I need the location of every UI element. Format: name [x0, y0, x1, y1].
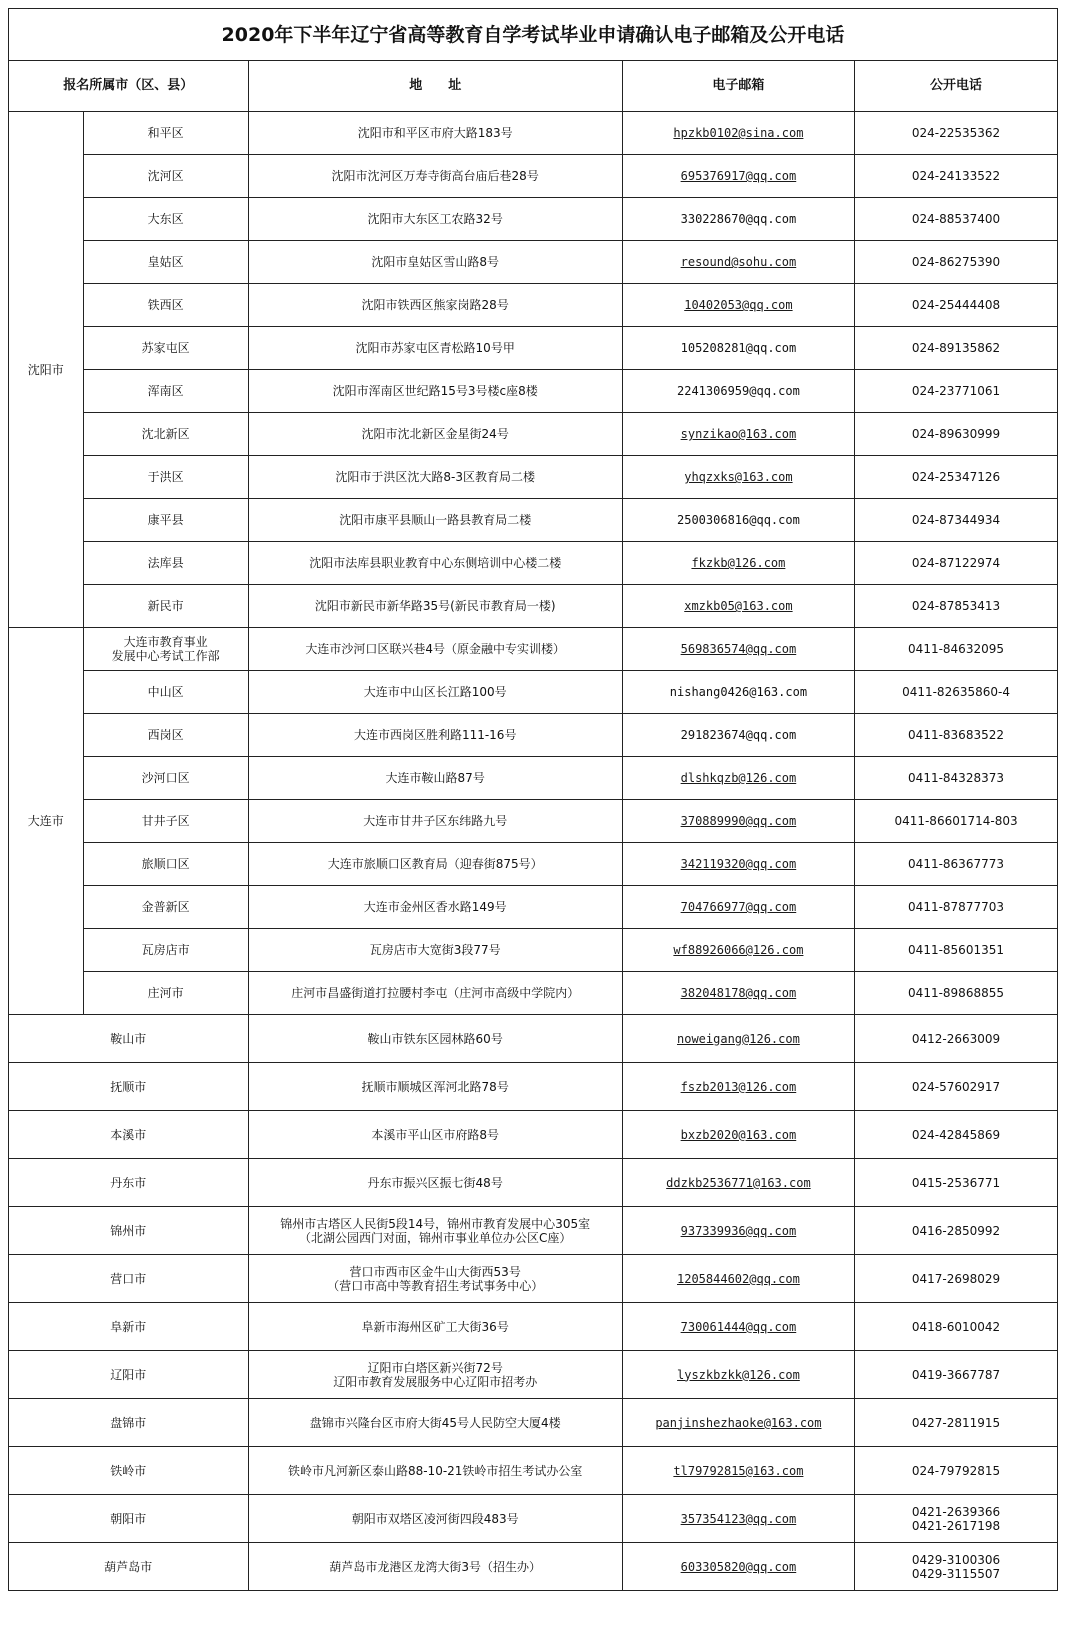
phone-line-1: 024-57602917: [911, 1079, 1001, 1094]
table-row: [9, 1495, 1058, 1543]
email-link[interactable]: bxzb2020@163.com: [622, 1111, 854, 1159]
address-cell: 庄河市昌盛街道打拉腰村李屯（庄河市高级中学院内）: [248, 972, 622, 1015]
address-line-1: 抚顺市顺城区浑河北路78号: [361, 1079, 509, 1094]
email-link[interactable]: 342119320@qq.com: [622, 843, 854, 886]
address-cell: [248, 1303, 622, 1351]
address-line-1: 铁岭市凡河新区泰山路88-10-21铁岭市招生考试办公室: [287, 1463, 583, 1478]
phone-cell: 0411-85601351: [855, 929, 1058, 972]
city-cell-shenyang: 沈阳市: [9, 112, 84, 628]
table-row: [9, 714, 1058, 757]
table-row: [9, 1159, 1058, 1207]
header-address: 地 址: [248, 61, 622, 112]
district-cell: 旅顺口区: [83, 843, 248, 886]
address-line-1: 辽阳市白塔区新兴街72号: [367, 1360, 503, 1375]
district-cell: 苏家屯区: [83, 327, 248, 370]
phone-cell: 0411-89868855: [855, 972, 1058, 1015]
phone-cell: 024-87344934: [855, 499, 1058, 542]
phone-cell: 0411-83683522: [855, 714, 1058, 757]
table-row: [9, 972, 1058, 1015]
address-line-1: 本溪市平山区市府路8号: [371, 1127, 500, 1142]
city-cell: 朝阳市: [9, 1495, 249, 1543]
phone-cell: 024-24133522: [855, 155, 1058, 198]
address-cell: [248, 1015, 622, 1063]
table-row: [9, 843, 1058, 886]
phone-cell: [855, 1111, 1058, 1159]
table-row: [9, 198, 1058, 241]
table-row: [9, 1447, 1058, 1495]
phone-cell: 024-25347126: [855, 456, 1058, 499]
header-email: 电子邮箱: [622, 61, 854, 112]
district-cell: 中山区: [83, 671, 248, 714]
district-cell: 沙河口区: [83, 757, 248, 800]
address-line-1: 锦州市古塔区人民街5段14号，锦州市教育发展中心305室: [280, 1216, 591, 1231]
table-row: [9, 499, 1058, 542]
email-link[interactable]: 370889990@qq.com: [622, 800, 854, 843]
address-line-2: （北湖公园西门对面，锦州市事业单位办公区C座）: [299, 1230, 572, 1245]
email-link[interactable]: 569836574@qq.com: [622, 628, 854, 671]
address-line-1: 丹东市振兴区振七街48号: [367, 1175, 503, 1190]
address-cell: 沈阳市法库县职业教育中心东侧培训中心楼二楼: [248, 542, 622, 585]
phone-cell: 0411-84632095: [855, 628, 1058, 671]
district-cell: 皇姑区: [83, 241, 248, 284]
district-cell: 西岗区: [83, 714, 248, 757]
address-cell: 大连市甘井子区东纬路九号: [248, 800, 622, 843]
table-row: [9, 241, 1058, 284]
email-text: 2500306816@qq.com: [622, 499, 854, 542]
address-cell: 沈阳市铁西区熊家岗路28号: [248, 284, 622, 327]
phone-cell: 0411-84328373: [855, 757, 1058, 800]
email-text: 105208281@qq.com: [622, 327, 854, 370]
phone-cell: [855, 1399, 1058, 1447]
table-row: [9, 1543, 1058, 1591]
district-cell: 铁西区: [83, 284, 248, 327]
city-cell: 辽阳市: [9, 1351, 249, 1399]
email-link[interactable]: wf88926066@126.com: [622, 929, 854, 972]
city-cell-dalian: 大连市: [9, 628, 84, 1015]
phone-line-1: 0421-2639366: [911, 1504, 1001, 1519]
email-link[interactable]: 730061444@qq.com: [622, 1303, 854, 1351]
phone-cell: 024-89135862: [855, 327, 1058, 370]
city-cell: 阜新市: [9, 1303, 249, 1351]
address-line-1: 葫芦岛市龙港区龙湾大街3号（招生办）: [329, 1559, 542, 1574]
address-line-1: 阜新市海州区矿工大街36号: [361, 1319, 509, 1334]
address-cell: [248, 1495, 622, 1543]
address-cell: 沈阳市沈北新区金星街24号: [248, 413, 622, 456]
phone-line-1: 0418-6010042: [911, 1319, 1001, 1334]
email-link[interactable]: ddzkb2536771@163.com: [622, 1159, 854, 1207]
district-cell: 沈北新区: [83, 413, 248, 456]
address-cell: [248, 1543, 622, 1591]
table-row: [9, 886, 1058, 929]
email-link[interactable]: tl79792815@163.com: [622, 1447, 854, 1495]
phone-line-1: 0427-2811915: [911, 1415, 1001, 1430]
phone-cell: [855, 1447, 1058, 1495]
district-cell: 金普新区: [83, 886, 248, 929]
phone-line-2: 0421-2617198: [911, 1518, 1001, 1533]
table-row: [9, 757, 1058, 800]
address-cell: 沈阳市康平县顺山一路县教育局二楼: [248, 499, 622, 542]
phone-cell: [855, 1159, 1058, 1207]
table-row: [9, 413, 1058, 456]
table-row: [9, 542, 1058, 585]
phone-cell: [855, 1015, 1058, 1063]
address-cell: [248, 1111, 622, 1159]
phone-line-2: 0429-3115507: [911, 1566, 1001, 1581]
email-link[interactable]: 704766977@qq.com: [622, 886, 854, 929]
email-link[interactable]: 937339936@qq.com: [622, 1207, 854, 1255]
district-cell: 大东区: [83, 198, 248, 241]
email-link[interactable]: 695376917@qq.com: [622, 155, 854, 198]
district-cell: 庄河市: [83, 972, 248, 1015]
phone-cell: 0411-86601714-803: [855, 800, 1058, 843]
email-link[interactable]: xmzkb05@163.com: [622, 585, 854, 628]
table-row: [9, 112, 1058, 155]
address-cell: 沈阳市浑南区世纪路15号3号楼c座8楼: [248, 370, 622, 413]
phone-cell: 024-87122974: [855, 542, 1058, 585]
email-text: 291823674@qq.com: [622, 714, 854, 757]
email-link[interactable]: dlshkqzb@126.com: [622, 757, 854, 800]
phone-cell: [855, 1207, 1058, 1255]
district-line-1: 大连市教育事业: [123, 635, 208, 649]
email-text: 2241306959@qq.com: [622, 370, 854, 413]
phone-cell: [855, 1255, 1058, 1303]
district-cell: 于洪区: [83, 456, 248, 499]
phone-cell: 024-89630999: [855, 413, 1058, 456]
address-cell: 大连市金州区香水路149号: [248, 886, 622, 929]
phone-line-1: 0415-2536771: [911, 1175, 1001, 1190]
phone-cell: 0411-82635860-4: [855, 671, 1058, 714]
address-line-1: 盘锦市兴隆台区市府大街45号人民防空大厦4楼: [309, 1415, 561, 1430]
email-link[interactable]: 382048178@qq.com: [622, 972, 854, 1015]
phone-cell: [855, 1063, 1058, 1111]
district-cell: 和平区: [83, 112, 248, 155]
address-cell: [248, 1447, 622, 1495]
table-row: [9, 1255, 1058, 1303]
table-row: [9, 671, 1058, 714]
email-link[interactable]: fkzkb@126.com: [622, 542, 854, 585]
phone-cell: 024-87853413: [855, 585, 1058, 628]
address-cell: 沈阳市皇姑区雪山路8号: [248, 241, 622, 284]
email-link[interactable]: 10402053@qq.com: [622, 284, 854, 327]
district-cell: [83, 628, 248, 671]
email-link[interactable]: panjinshezhaoke@163.com: [622, 1399, 854, 1447]
address-cell: [248, 1255, 622, 1303]
city-cell: 锦州市: [9, 1207, 249, 1255]
table-row: [9, 327, 1058, 370]
address-cell: [248, 1063, 622, 1111]
phone-cell: 024-86275390: [855, 241, 1058, 284]
district-cell: 甘井子区: [83, 800, 248, 843]
phone-cell: 024-23771061: [855, 370, 1058, 413]
email-link[interactable]: yhqzxks@163.com: [622, 456, 854, 499]
email-link[interactable]: 1205844602@qq.com: [622, 1255, 854, 1303]
header-row: [9, 61, 1058, 112]
phone-cell: [855, 1303, 1058, 1351]
district-cell: 浑南区: [83, 370, 248, 413]
address-cell: 大连市鞍山路87号: [248, 757, 622, 800]
header-phone: 公开电话: [855, 61, 1058, 112]
table-row: [9, 1063, 1058, 1111]
table-row: [9, 1351, 1058, 1399]
phone-line-1: 024-79792815: [911, 1463, 1001, 1478]
address-cell: [248, 1351, 622, 1399]
table-row: [9, 155, 1058, 198]
table-row: [9, 1111, 1058, 1159]
header-region: 报名所属市（区、县）: [9, 61, 249, 112]
address-line-2: 辽阳市教育发展服务中心辽阳市招考办: [333, 1374, 538, 1389]
table-row: [9, 628, 1058, 671]
email-link[interactable]: synzikao@163.com: [622, 413, 854, 456]
address-cell: 大连市西岗区胜利路111-16号: [248, 714, 622, 757]
district-cell: 法库县: [83, 542, 248, 585]
city-cell: 盘锦市: [9, 1399, 249, 1447]
phone-cell: 024-22535362: [855, 112, 1058, 155]
address-line-2: （营口市高中等教育招生考试事务中心）: [327, 1278, 544, 1293]
city-cell: 本溪市: [9, 1111, 249, 1159]
address-line-1: 朝阳市双塔区凌河街四段483号: [351, 1511, 519, 1526]
email-text: 330228670@qq.com: [622, 198, 854, 241]
page-title: 2020年下半年辽宁省高等教育自学考试毕业申请确认电子邮箱及公开电话: [9, 9, 1058, 61]
phone-line-1: 0417-2698029: [911, 1271, 1001, 1286]
table-row: [9, 585, 1058, 628]
city-cell: 铁岭市: [9, 1447, 249, 1495]
email-link[interactable]: resound@sohu.com: [622, 241, 854, 284]
address-line-1: 营口市西市区金牛山大街西53号: [349, 1264, 521, 1279]
address-cell: 瓦房店市大宽街3段77号: [248, 929, 622, 972]
phone-cell: [855, 1543, 1058, 1591]
table-row: [9, 1303, 1058, 1351]
phone-line-1: 0412-2663009: [911, 1031, 1001, 1046]
email-link[interactable]: noweigang@126.com: [622, 1015, 854, 1063]
phone-cell: 0411-86367773: [855, 843, 1058, 886]
address-cell: 大连市沙河口区联兴巷4号（原金融中专实训楼）: [248, 628, 622, 671]
table-row: [9, 1015, 1058, 1063]
table-row: [9, 929, 1058, 972]
address-cell: 沈阳市和平区市府大路183号: [248, 112, 622, 155]
district-cell: 康平县: [83, 499, 248, 542]
address-cell: 沈阳市沈河区万寿寺街高台庙后巷28号: [248, 155, 622, 198]
city-cell: 鞍山市: [9, 1015, 249, 1063]
email-link[interactable]: 357354123@qq.com: [622, 1495, 854, 1543]
city-cell: 葫芦岛市: [9, 1543, 249, 1591]
city-cell: 营口市: [9, 1255, 249, 1303]
table-row: [9, 1207, 1058, 1255]
email-text: nishang0426@163.com: [622, 671, 854, 714]
address-cell: 沈阳市于洪区沈大路8-3区教育局二楼: [248, 456, 622, 499]
address-cell: [248, 1207, 622, 1255]
city-cell: 丹东市: [9, 1159, 249, 1207]
district-cell: 瓦房店市: [83, 929, 248, 972]
address-line-1: 鞍山市铁东区园林路60号: [367, 1031, 503, 1046]
city-cell: 抚顺市: [9, 1063, 249, 1111]
table-row: [9, 800, 1058, 843]
address-cell: 大连市中山区长江路100号: [248, 671, 622, 714]
phone-cell: 0411-87877703: [855, 886, 1058, 929]
email-link[interactable]: lyszkbzkk@126.com: [622, 1351, 854, 1399]
table-row: [9, 284, 1058, 327]
email-link[interactable]: fszb2013@126.com: [622, 1063, 854, 1111]
phone-line-1: 0416-2850992: [911, 1223, 1001, 1238]
phone-line-1: 0429-3100306: [911, 1552, 1001, 1567]
phone-cell: [855, 1351, 1058, 1399]
address-cell: [248, 1159, 622, 1207]
district-cell: 新民市: [83, 585, 248, 628]
table-row: [9, 456, 1058, 499]
phone-cell: [855, 1495, 1058, 1543]
table-row: [9, 370, 1058, 413]
phone-cell: 024-25444408: [855, 284, 1058, 327]
phone-line-1: 0419-3667787: [911, 1367, 1001, 1382]
address-cell: 大连市旅顺口区教育局（迎春街875号）: [248, 843, 622, 886]
email-link[interactable]: hpzkb0102@sina.com: [622, 112, 854, 155]
phone-line-1: 024-42845869: [911, 1127, 1001, 1142]
district-line-2: 发展中心考试工作部: [111, 649, 220, 663]
phone-cell: 024-88537400: [855, 198, 1058, 241]
address-cell: [248, 1399, 622, 1447]
address-cell: 沈阳市新民市新华路35号(新民市教育局一楼): [248, 585, 622, 628]
city-rows: [9, 1015, 1058, 1591]
address-cell: 沈阳市苏家屯区青松路10号甲: [248, 327, 622, 370]
email-link[interactable]: 603305820@qq.com: [622, 1543, 854, 1591]
table-row: [9, 1399, 1058, 1447]
address-cell: 沈阳市大东区工农路32号: [248, 198, 622, 241]
district-cell: 沈河区: [83, 155, 248, 198]
contact-table: [8, 8, 1058, 1591]
